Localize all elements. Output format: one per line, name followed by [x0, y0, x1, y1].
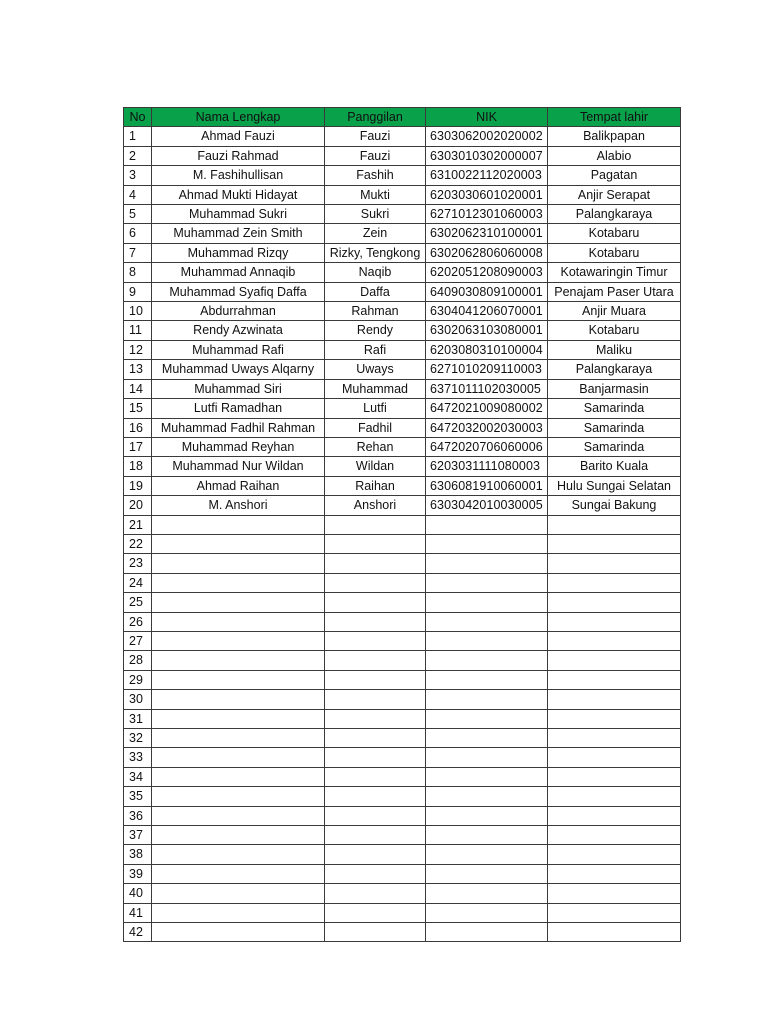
- cell-no: 30: [124, 690, 152, 709]
- cell-nik: 6304041206070001: [426, 302, 548, 321]
- cell-nickname: [325, 690, 426, 709]
- cell-nik: 6409030809100001: [426, 282, 548, 301]
- cell-nik: 6302063103080001: [426, 321, 548, 340]
- cell-nik: 6203031111080003: [426, 457, 548, 476]
- cell-no: 40: [124, 884, 152, 903]
- cell-birthplace: [548, 748, 681, 767]
- table-row: [124, 612, 681, 631]
- cell-no: 6: [124, 224, 152, 243]
- cell-no: 41: [124, 903, 152, 922]
- table-row: [124, 379, 681, 398]
- cell-nickname: Lutfi: [325, 399, 426, 418]
- cell-no: 35: [124, 787, 152, 806]
- table-row: [124, 263, 681, 282]
- cell-nik: [426, 806, 548, 825]
- cell-no: 14: [124, 379, 152, 398]
- cell-no: 22: [124, 534, 152, 553]
- cell-nik: 6310022112020003: [426, 166, 548, 185]
- cell-nik: [426, 573, 548, 592]
- cell-no: 1: [124, 127, 152, 146]
- cell-full-name: Muhammad Zein Smith: [152, 224, 325, 243]
- table-row: [124, 631, 681, 650]
- cell-nik: 6472020706060006: [426, 437, 548, 456]
- cell-full-name: Muhammad Sukri: [152, 205, 325, 224]
- table-row: [124, 185, 681, 204]
- cell-nik: [426, 767, 548, 786]
- cell-nik: [426, 923, 548, 942]
- cell-nickname: [325, 534, 426, 553]
- cell-nik: 6303062002020002: [426, 127, 548, 146]
- cell-birthplace: Barito Kuala: [548, 457, 681, 476]
- cell-no: 37: [124, 826, 152, 845]
- cell-full-name: Ahmad Raihan: [152, 476, 325, 495]
- cell-nickname: Raihan: [325, 476, 426, 495]
- cell-full-name: Lutfi Ramadhan: [152, 399, 325, 418]
- cell-nik: 6371011102030005: [426, 379, 548, 398]
- table-row: [124, 787, 681, 806]
- cell-full-name: [152, 670, 325, 689]
- cell-full-name: Muhammad Siri: [152, 379, 325, 398]
- cell-nik: [426, 748, 548, 767]
- cell-no: 11: [124, 321, 152, 340]
- table-header: [124, 108, 681, 127]
- table-row: [124, 496, 681, 515]
- cell-full-name: Muhammad Rizqy: [152, 243, 325, 262]
- cell-no: 39: [124, 864, 152, 883]
- cell-birthplace: Samarinda: [548, 399, 681, 418]
- table-row: [124, 593, 681, 612]
- cell-birthplace: [548, 690, 681, 709]
- cell-full-name: [152, 554, 325, 573]
- cell-birthplace: Kotabaru: [548, 243, 681, 262]
- cell-nickname: Rizky, Tengkong: [325, 243, 426, 262]
- cell-no: 15: [124, 399, 152, 418]
- table-row: [124, 302, 681, 321]
- cell-nik: [426, 651, 548, 670]
- cell-birthplace: [548, 670, 681, 689]
- cell-nickname: Anshori: [325, 496, 426, 515]
- cell-nickname: [325, 845, 426, 864]
- cell-nickname: [325, 670, 426, 689]
- cell-no: 19: [124, 476, 152, 495]
- cell-nik: [426, 690, 548, 709]
- cell-nik: [426, 903, 548, 922]
- cell-nik: [426, 515, 548, 534]
- cell-nickname: [325, 864, 426, 883]
- cell-full-name: M. Fashihullisan: [152, 166, 325, 185]
- cell-full-name: [152, 845, 325, 864]
- table-row: [124, 515, 681, 534]
- table-row: [124, 243, 681, 262]
- cell-birthplace: Banjarmasin: [548, 379, 681, 398]
- cell-full-name: [152, 631, 325, 650]
- cell-nickname: [325, 787, 426, 806]
- cell-birthplace: Alabio: [548, 146, 681, 165]
- cell-no: 18: [124, 457, 152, 476]
- cell-no: 36: [124, 806, 152, 825]
- cell-nik: 6303042010030005: [426, 496, 548, 515]
- cell-nik: 6203080310100004: [426, 340, 548, 359]
- cell-no: 20: [124, 496, 152, 515]
- cell-no: 5: [124, 205, 152, 224]
- table-row: [124, 767, 681, 786]
- cell-no: 17: [124, 437, 152, 456]
- table-row: [124, 340, 681, 359]
- cell-nik: [426, 787, 548, 806]
- cell-full-name: [152, 593, 325, 612]
- cell-nickname: [325, 651, 426, 670]
- cell-birthplace: Kotabaru: [548, 224, 681, 243]
- table-row: [124, 554, 681, 573]
- cell-full-name: Ahmad Mukti Hidayat: [152, 185, 325, 204]
- table-row: [124, 573, 681, 592]
- table-row: [124, 923, 681, 942]
- cell-full-name: [152, 884, 325, 903]
- cell-nickname: Rendy: [325, 321, 426, 340]
- cell-birthplace: Anjir Serapat: [548, 185, 681, 204]
- cell-nik: 6472021009080002: [426, 399, 548, 418]
- cell-nik: 6302062310100001: [426, 224, 548, 243]
- cell-birthplace: [548, 923, 681, 942]
- cell-nickname: Zein: [325, 224, 426, 243]
- table-row: [124, 437, 681, 456]
- cell-nickname: [325, 554, 426, 573]
- cell-no: 29: [124, 670, 152, 689]
- cell-no: 2: [124, 146, 152, 165]
- table-row: [124, 224, 681, 243]
- cell-no: 7: [124, 243, 152, 262]
- cell-full-name: [152, 709, 325, 728]
- cell-nickname: [325, 884, 426, 903]
- cell-nickname: [325, 515, 426, 534]
- cell-nickname: [325, 573, 426, 592]
- cell-nickname: Fauzi: [325, 127, 426, 146]
- cell-birthplace: [548, 554, 681, 573]
- cell-birthplace: [548, 787, 681, 806]
- cell-no: 34: [124, 767, 152, 786]
- column-header-no: No: [124, 108, 152, 127]
- table-row: [124, 729, 681, 748]
- cell-nik: 6271012301060003: [426, 205, 548, 224]
- cell-nickname: Rafi: [325, 340, 426, 359]
- cell-no: 33: [124, 748, 152, 767]
- table-row: [124, 476, 681, 495]
- cell-full-name: [152, 806, 325, 825]
- table-row: [124, 418, 681, 437]
- cell-full-name: [152, 923, 325, 942]
- cell-no: 25: [124, 593, 152, 612]
- header-row: [124, 108, 681, 127]
- cell-nickname: Fauzi: [325, 146, 426, 165]
- cell-full-name: [152, 515, 325, 534]
- cell-nickname: [325, 631, 426, 650]
- cell-birthplace: [548, 903, 681, 922]
- cell-birthplace: [548, 864, 681, 883]
- cell-full-name: [152, 534, 325, 553]
- cell-nik: [426, 884, 548, 903]
- cell-birthplace: [548, 515, 681, 534]
- cell-no: 31: [124, 709, 152, 728]
- cell-no: 38: [124, 845, 152, 864]
- cell-nickname: Naqib: [325, 263, 426, 282]
- cell-nik: [426, 864, 548, 883]
- cell-nik: 6472032002030003: [426, 418, 548, 437]
- cell-nik: [426, 826, 548, 845]
- cell-birthplace: [548, 631, 681, 650]
- cell-full-name: [152, 573, 325, 592]
- cell-nickname: [325, 748, 426, 767]
- cell-birthplace: Hulu Sungai Selatan: [548, 476, 681, 495]
- table-row: [124, 457, 681, 476]
- cell-nik: [426, 593, 548, 612]
- cell-nickname: [325, 709, 426, 728]
- student-roster-table: [123, 107, 681, 942]
- cell-birthplace: [548, 593, 681, 612]
- cell-nik: 6271010209110003: [426, 360, 548, 379]
- column-header-nik: NIK: [426, 108, 548, 127]
- table-row: [124, 845, 681, 864]
- table-row: [124, 166, 681, 185]
- cell-no: 23: [124, 554, 152, 573]
- cell-full-name: [152, 690, 325, 709]
- table-row: [124, 670, 681, 689]
- cell-full-name: Fauzi Rahmad: [152, 146, 325, 165]
- table-row: [124, 826, 681, 845]
- cell-nickname: [325, 903, 426, 922]
- cell-nickname: [325, 826, 426, 845]
- table-row: [124, 399, 681, 418]
- column-header-name: Nama Lengkap: [152, 108, 325, 127]
- cell-full-name: [152, 826, 325, 845]
- cell-full-name: Muhammad Annaqib: [152, 263, 325, 282]
- table-row: [124, 282, 681, 301]
- cell-birthplace: Maliku: [548, 340, 681, 359]
- cell-nik: [426, 845, 548, 864]
- cell-nickname: Sukri: [325, 205, 426, 224]
- column-header-birthplace: Tempat lahir: [548, 108, 681, 127]
- cell-nickname: Wildan: [325, 457, 426, 476]
- cell-full-name: Muhammad Reyhan: [152, 437, 325, 456]
- cell-nickname: [325, 729, 426, 748]
- column-header-nickname: Panggilan: [325, 108, 426, 127]
- cell-full-name: [152, 864, 325, 883]
- table-row: [124, 709, 681, 728]
- cell-nik: 6303010302000007: [426, 146, 548, 165]
- cell-birthplace: [548, 767, 681, 786]
- cell-full-name: Abdurrahman: [152, 302, 325, 321]
- cell-full-name: [152, 748, 325, 767]
- cell-birthplace: Kotawaringin Timur: [548, 263, 681, 282]
- cell-full-name: [152, 787, 325, 806]
- cell-birthplace: Balikpapan: [548, 127, 681, 146]
- cell-nickname: [325, 612, 426, 631]
- cell-nickname: Muhammad: [325, 379, 426, 398]
- cell-no: 3: [124, 166, 152, 185]
- cell-nik: 6203030601020001: [426, 185, 548, 204]
- cell-no: 8: [124, 263, 152, 282]
- cell-full-name: [152, 729, 325, 748]
- table-row: [124, 360, 681, 379]
- cell-birthplace: Anjir Muara: [548, 302, 681, 321]
- table-row: [124, 205, 681, 224]
- cell-no: 28: [124, 651, 152, 670]
- cell-birthplace: [548, 709, 681, 728]
- cell-birthplace: Palangkaraya: [548, 205, 681, 224]
- cell-nickname: Uways: [325, 360, 426, 379]
- cell-birthplace: [548, 612, 681, 631]
- cell-nickname: [325, 593, 426, 612]
- table-row: [124, 748, 681, 767]
- cell-full-name: Ahmad Fauzi: [152, 127, 325, 146]
- table-row: [124, 864, 681, 883]
- cell-no: 16: [124, 418, 152, 437]
- cell-full-name: Muhammad Fadhil Rahman: [152, 418, 325, 437]
- cell-no: 13: [124, 360, 152, 379]
- cell-nickname: [325, 923, 426, 942]
- cell-birthplace: [548, 729, 681, 748]
- cell-birthplace: Pagatan: [548, 166, 681, 185]
- cell-nickname: [325, 806, 426, 825]
- cell-nickname: Fadhil: [325, 418, 426, 437]
- cell-no: 24: [124, 573, 152, 592]
- cell-nickname: Mukti: [325, 185, 426, 204]
- table-row: [124, 806, 681, 825]
- cell-birthplace: [548, 845, 681, 864]
- cell-nickname: Daffa: [325, 282, 426, 301]
- table-row: [124, 884, 681, 903]
- cell-nik: [426, 729, 548, 748]
- cell-nik: 6202051208090003: [426, 263, 548, 282]
- cell-full-name: Muhammad Uways Alqarny: [152, 360, 325, 379]
- cell-full-name: Muhammad Syafiq Daffa: [152, 282, 325, 301]
- cell-no: 9: [124, 282, 152, 301]
- cell-nickname: Rehan: [325, 437, 426, 456]
- table-row: [124, 651, 681, 670]
- cell-birthplace: [548, 651, 681, 670]
- cell-birthplace: Palangkaraya: [548, 360, 681, 379]
- table-body: [124, 127, 681, 942]
- cell-nik: 6302062806060008: [426, 243, 548, 262]
- table-row: [124, 690, 681, 709]
- cell-full-name: Rendy Azwinata: [152, 321, 325, 340]
- cell-no: 42: [124, 923, 152, 942]
- cell-no: 27: [124, 631, 152, 650]
- cell-birthplace: Samarinda: [548, 418, 681, 437]
- cell-full-name: Muhammad Nur Wildan: [152, 457, 325, 476]
- cell-birthplace: Penajam Paser Utara: [548, 282, 681, 301]
- cell-nik: [426, 709, 548, 728]
- cell-nik: 6306081910060001: [426, 476, 548, 495]
- cell-birthplace: Samarinda: [548, 437, 681, 456]
- cell-full-name: [152, 903, 325, 922]
- table-row: [124, 903, 681, 922]
- cell-nik: [426, 554, 548, 573]
- cell-full-name: [152, 767, 325, 786]
- cell-birthplace: Sungai Bakung: [548, 496, 681, 515]
- cell-full-name: Muhammad Rafi: [152, 340, 325, 359]
- cell-no: 10: [124, 302, 152, 321]
- cell-nik: [426, 612, 548, 631]
- cell-birthplace: [548, 884, 681, 903]
- cell-nickname: Fashih: [325, 166, 426, 185]
- cell-no: 21: [124, 515, 152, 534]
- table-row: [124, 321, 681, 340]
- cell-birthplace: [548, 534, 681, 553]
- cell-full-name: M. Anshori: [152, 496, 325, 515]
- cell-nik: [426, 534, 548, 553]
- cell-nickname: [325, 767, 426, 786]
- cell-nik: [426, 670, 548, 689]
- table-row: [124, 127, 681, 146]
- table-row: [124, 534, 681, 553]
- cell-birthplace: [548, 826, 681, 845]
- cell-birthplace: Kotabaru: [548, 321, 681, 340]
- cell-no: 4: [124, 185, 152, 204]
- cell-full-name: [152, 651, 325, 670]
- cell-no: 12: [124, 340, 152, 359]
- cell-full-name: [152, 612, 325, 631]
- cell-no: 32: [124, 729, 152, 748]
- cell-nik: [426, 631, 548, 650]
- cell-birthplace: [548, 806, 681, 825]
- cell-no: 26: [124, 612, 152, 631]
- cell-nickname: Rahman: [325, 302, 426, 321]
- table-row: [124, 146, 681, 165]
- cell-birthplace: [548, 573, 681, 592]
